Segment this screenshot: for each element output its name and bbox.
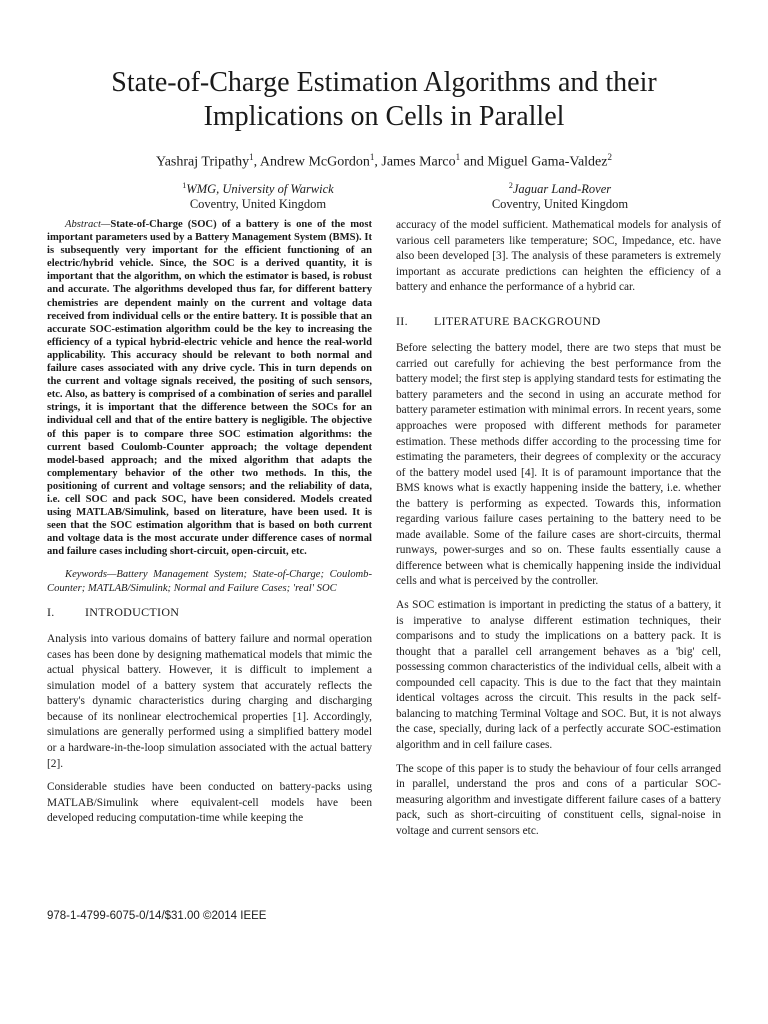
author-affiliation-marker: 2 xyxy=(607,152,612,162)
author-separator: , xyxy=(253,154,260,170)
author-separator: , xyxy=(374,154,382,170)
literature-paragraph-3: The scope of this paper is to study the behaviour of four cells arranged in parallel, understand the pros and cons of a particular SOC-measuring algorithm and investigate different failure cases of a battery pack, such as short-circuiting of constituent cells, signal-noise in voltage and current sensors etc. xyxy=(396,762,721,837)
affiliation-place: Coventry, United Kingdom xyxy=(491,197,629,212)
intro-paragraph-1: Analysis into various domains of battery failure and normal operation cases has been done by designing mathematical models that mimic the actual physical battery. However, it is difficult to implement a simulation model of a battery system that accurately reflects the battery's dynamic characteristics during charging and discharging because of its nonlinear electrochemical properties [1]. Accordingly, simulations are generally performed using a simplified battery model or a hardware-in-the-loop simulation associated with the actual battery [2]. xyxy=(47,633,372,770)
author-separator: and xyxy=(460,154,488,170)
left-column xyxy=(47,218,372,835)
author-affiliation-marker: 1 xyxy=(455,152,461,162)
affiliation-warwick xyxy=(138,178,378,212)
intro-paragraph-2: Considerable studies have been conducted on battery-packs using MATLAB/Simulink where equivalent-cell models have been developed reducing computation-time while keeping the xyxy=(47,781,372,825)
affiliation-org: WMG, University of Warwick xyxy=(186,182,334,197)
section-title: INTRODUCTION xyxy=(85,604,180,619)
affiliation-marker: 1 xyxy=(182,181,187,190)
intro-paragraph-continued: accuracy of the model sufficient. Mathematical models for analysis of various cell parameters like temperature; SOC, Impedance, etc. have also been developed [3]. The analysis of these parameters is extremely important as accurate predictions can heighten the efficiency of a battery and enhance the performance of a hybrid car. xyxy=(396,219,721,294)
affiliation-place: Coventry, United Kingdom xyxy=(189,197,327,212)
author-name: Miguel Gama-Valdez xyxy=(487,154,608,170)
affiliation-marker: 2 xyxy=(508,181,513,190)
keywords: Keywords—Battery Management System; State-of-Charge; Coulomb-Counter; MATLAB/Simulink; Normal and Failure Cases; 'real' SOC xyxy=(47,569,372,594)
section-heading-introduction xyxy=(47,605,372,621)
section-title: LITERATURE BACKGROUND xyxy=(434,313,601,328)
author-name: Yashraj Tripathy xyxy=(156,154,250,170)
section-number: II. xyxy=(396,313,408,328)
right-column xyxy=(396,218,721,847)
author-affiliation-marker: 1 xyxy=(369,152,375,162)
author-name: James Marco xyxy=(381,154,456,170)
abstract-text: State-of-Charge (SOC) of a battery is one of the most important parameters used by a Battery Management System (BMS). It is subsequently very important for the efficient functioning of an electric/hybrid vehicle. Since, the SOC is a derived quantity, it is important that the algorithm, on which the estimator is based, is robust and accurate. The algorithms developed thus far, for different battery chemistries are dependent mainly on the current and voltage data received from individual cells or the entire battery. It is possible that an accurate SOC-estimation algorithm could be the key to increasing the efficiency of a typical hybrid-electric vehicle and hence the real-world applicability. This accuracy should be relevant to both normal and failure cases associated with any drive cycle. This in turn depends on the current and voltage signals received, the positing of such sensors, etc. Also, as battery is comprised of a combination of series and parallel strings, it is important that the difference between the SOCs for an individual cell and that of the entire battery is negligible. The objective of this paper is to compare three SOC estimation algorithms: the current based Coulomb-Counter approach; the voltage dependent model-based approach; and the mixed algorithm that adapts the complementary behavior of the other two methods. In this, the positioning of current and voltage sensors; and the reliability of data, i.e. cell SOC and pack SOC, have been considered. Models created using MATLAB/Simulink, based on literature, have been used. It is seen that the SOC estimation algorithm that is based on both current and voltage data is the most accurate under difference cases of normal and failure cases including short-circuit, open-circuit, etc. xyxy=(47,219,372,558)
section-heading-literature xyxy=(396,314,721,330)
author-affiliation-marker: 1 xyxy=(249,152,254,162)
literature-paragraph-1: Before selecting the battery model, there are two steps that must be carried out carefully for achieving the best performance from the battery model; the first step is applying standard tests for estimating the battery parameters and the second in using an accurate method for battery parameter estimation with minimal errors. In recent years, some approaches were proposed with different methods for parameter estimation. These methods differ according to the processing time for estimating the parameters, their degrees of complexity or the accuracy of the battery model used [4]. It is of paramount importance that the BMS knows what is exactly happening inside the battery, i.e. whether the battery is performing as expected. Towards this, information regarding various failure cases pertaining to the battery need to be made available. Some of the failure cases are short-circuits, thermal runways, power-surges and so on. These faults essentially cause a difference between what is chemically happening inside the individual cells and what is perceived by the controller. xyxy=(396,342,721,588)
paper-title: State-of-Charge Estimation Algorithms and their Implications on Cells in Parallel xyxy=(111,67,657,132)
affiliation-jlr xyxy=(440,178,680,212)
section-number: I. xyxy=(47,604,55,619)
copyright-footer: 978-1-4799-6075-0/14/$31.00 ©2014 IEEE xyxy=(47,910,267,922)
affiliation-org: Jaguar Land-Rover xyxy=(512,182,612,197)
author-list xyxy=(40,148,728,172)
literature-paragraph-2: As SOC estimation is important in predicting the status of a battery, it is imperative to analyse different estimation techniques, their comparisons and to study the implications on a battery pack. It is thought that a parallel cell arrangement behaves as a 'big' cell, possessing common characteristics of the individual cells, albeit with a compounded cell capacity. This is due to the fact that they maintain identical voltages across the circuit. This results in the pack self-balancing to matching Terminal Voltage and SOC. But, it is not always the case, specially, during lack of a perfectly accurate SOC-estimation algorithm and in cell failure cases. xyxy=(396,599,721,751)
abstract xyxy=(47,218,372,558)
author-name: Andrew McGordon xyxy=(259,154,370,170)
abstract-label: Abstract— xyxy=(65,219,111,230)
